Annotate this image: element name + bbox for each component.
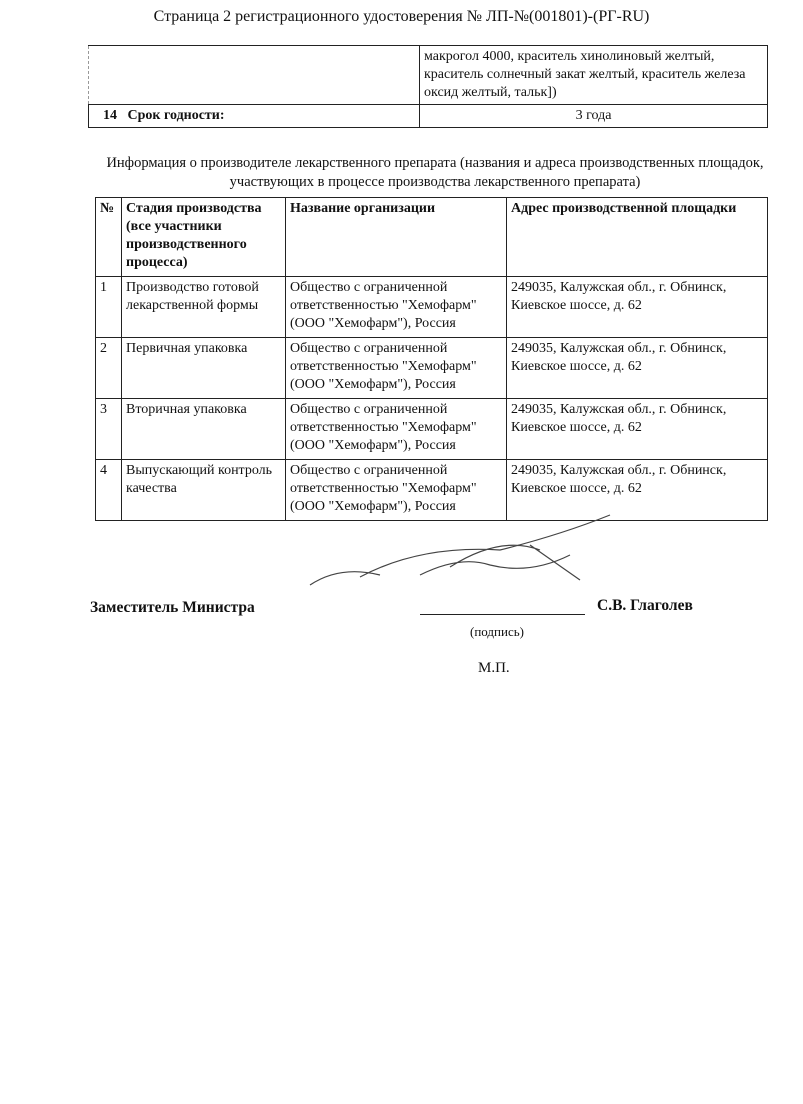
cell-n: 1 xyxy=(96,277,122,338)
table-row xyxy=(96,399,768,460)
shelf-life-label xyxy=(89,105,420,128)
cell-address: 249035, Калужская обл., г. Обнинск, Киевское шоссе, д. 62 xyxy=(507,338,768,399)
composition-table xyxy=(88,45,768,128)
cell-address: 249035, Калужская обл., г. Обнинск, Киевское шоссе, д. 62 xyxy=(507,399,768,460)
cell-org: Общество с ограниченной ответственностью "Хемофарм" (ООО "Хемофарм"), Россия xyxy=(286,277,507,338)
cell-stage: Производство готовой лекарственной формы xyxy=(122,277,286,338)
header-stage: Стадия производства (все участники производственного процесса) xyxy=(122,198,286,277)
header-address: Адрес производственной площадки xyxy=(507,198,768,277)
cell-n: 2 xyxy=(96,338,122,399)
table-header-row xyxy=(96,198,768,277)
manufacturer-table xyxy=(95,197,768,521)
header-number: № xyxy=(96,198,122,277)
cell-org: Общество с ограниченной ответственностью "Хемофарм" (ООО "Хемофарм"), Россия xyxy=(286,338,507,399)
table-row xyxy=(89,105,768,128)
cell-stage: Выпускающий контроль качества xyxy=(122,460,286,521)
signature-caption: (подпись) xyxy=(470,624,524,639)
empty-cell xyxy=(89,46,420,105)
shelf-life-value: 3 года xyxy=(420,105,768,128)
signature-line xyxy=(420,614,585,615)
composition-continued: макрогол 4000, краситель хинолиновый желтый, краситель солнечный закат желтый, краситель железа оксид желтый, тальк]) xyxy=(420,46,768,105)
cell-org: Общество с ограниченной ответственностью "Хемофарм" (ООО "Хемофарм"), Россия xyxy=(286,399,507,460)
row-label: Срок годности: xyxy=(127,108,225,123)
signature-scribble xyxy=(300,505,620,605)
cell-stage: Вторичная упаковка xyxy=(122,399,286,460)
cell-n: 3 xyxy=(96,399,122,460)
row-number: 14 xyxy=(103,108,117,123)
cell-address: 249035, Калужская обл., г. Обнинск, Киевское шоссе, д. 62 xyxy=(507,277,768,338)
cell-stage: Первичная упаковка xyxy=(122,338,286,399)
cell-org: Общество с ограниченной ответственностью "Хемофарм" (ООО "Хемофарм"), Россия xyxy=(286,460,507,521)
cell-address: 249035, Калужская обл., г. Обнинск, Киевское шоссе, д. 62 xyxy=(507,460,768,521)
table-row xyxy=(89,46,768,105)
signer-position: Заместитель Министра xyxy=(90,599,255,616)
table-row xyxy=(96,277,768,338)
header-org: Название организации xyxy=(286,198,507,277)
cell-n: 4 xyxy=(96,460,122,521)
signer-name: С.В. Глаголев xyxy=(597,597,693,614)
table-row xyxy=(96,338,768,399)
info-heading: Информация о производителе лекарственного препарата (названия и адреса производственных площадок, участвующих в процессе производства лекарственного препарата) xyxy=(106,155,764,190)
page-title: Страница 2 регистрационного удостоверения № ЛП-№(001801)-(РГ-RU) xyxy=(153,8,650,25)
stamp-place: М.П. xyxy=(478,660,510,676)
